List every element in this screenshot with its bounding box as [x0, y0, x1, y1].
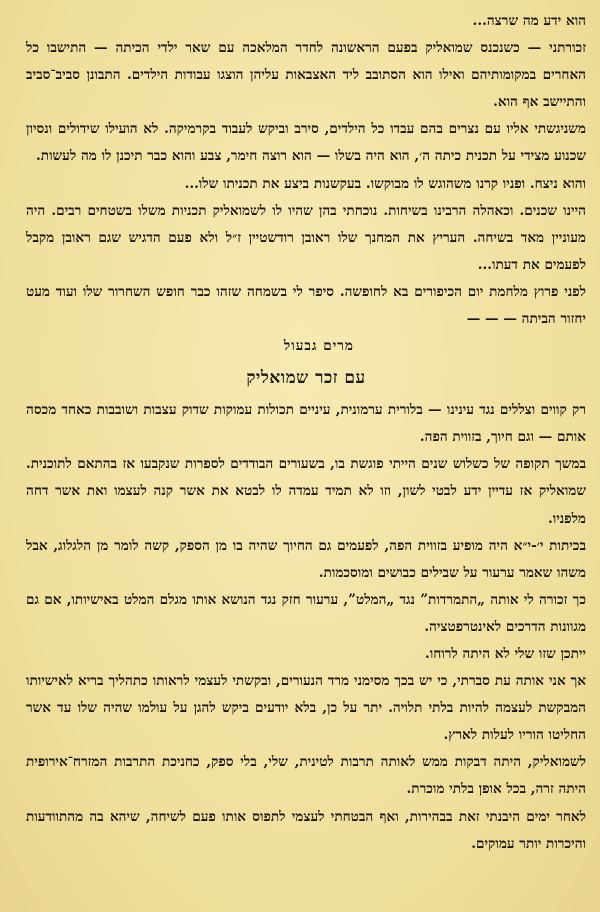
paragraph: זכורתני — כשנכנס שמואליק בפעם הראשונה לחדר המלאכה עם שאר ילדי הכיתה — התישבו כל האחרים במקומותיהם ואילו הוא הסתובב ליד האצבאות עליהן הוצגו עבודות הילדים. התבונן סביב־סביב והתיישב אף הוא.: [26, 40, 586, 111]
article-title: עם זכר שמואליק: [246, 368, 366, 389]
paragraph: רק קווים וצללים נגד עינינו — בלורית ערמונית, עיניים תכולות עמוקות שדוק עצבות ושובבות כאחד מכסה אותם — וגם חיוך, בזווית הפה.: [26, 402, 586, 446]
paragraph: כך זכורה לי אותה „התמרדות” נגד „המלט”, ערעור חזק נגד הנושא אותו מגלם המלט באישיותו, אם גם מגוונות הדרכים לאינטרפטציה.: [26, 591, 586, 635]
paragraph: לפני פרוץ מלחמת יום הכיפורים בא לחופשה. סיפר לי בשמחה שזהו כבר חופש השחרור שלו ועוד מעט יחזור הביתה — — —: [26, 283, 586, 328]
paragraph: לאחר ימים היבנתי זאת בבהירות, ואף הבטחתי לעצמי לתפוס אותו פעם לשיחה, שיהא בה מהתוודעות והיכרות יותר עמוקים.: [26, 808, 586, 852]
paragraph: בכיתות י׳-י״א היה מופיע בזווית הפה, לפעמים גם החיוך שהיה בו מן הספק, קשה לומר מן הלגלוג, אבל משהו שאמר ערעור על שבילים כבושים ומוסכמות.: [26, 537, 586, 581]
first-article: [26, 8, 586, 359]
paragraph: אך אני אותה עת סברתי, כי יש בכך מסימני מרד הנעורים, ובקשתי לעצמי לראותו כתהליך בריא לאישיותו המבקשת לעצמה להיות בלתי תלויה. יתר על כן, בלא יודעים ביקש להגן על עולמו שהיה שלו עד אשר החליטו הוריו לעלות לארץ.: [26, 673, 586, 744]
paragraph: משניגשתי אליו עם נצרים בהם עבדו כל הילדים, סירב וביקש לעבוד בקרמיקה. לא הועילו שידולים ונסיון שכנוע מצידי על תכנית כיתה ה׳, הוא היה בשלו — הוא רוצה חימר, צבע והוא כבר תיכנן לו מה לעשות.: [26, 121, 586, 165]
paragraph: הוא ידע מה שרצה...: [472, 13, 586, 29]
paragraph: והוא ניצח. ופניו קרנו משהוגש לו מבוקשו. בעקשנות ביצע את תכניתו שלו...: [184, 175, 586, 192]
paragraph: ייתכן שזו שלי לא היתה לרוחו.: [425, 645, 586, 662]
paragraph: לשמואליק, היתה דבקות ממש לאותה תרבות לטינית, שלי, בלי ספק, כחניכת התרבות המזרח־אירופית היתה זרה, בכל אופן בלתי מוכרת.: [26, 754, 586, 798]
second-article: [26, 361, 586, 858]
document-page: [26, 8, 586, 858]
paragraph: במשך תקופה של כשלוש שנים הייתי פוגשת בו, בשעורים הבודדים לספרות שנקבעו אז בהתאם לתוכנית. שמואליק אז עדיין ידע לבטי לשון, וזו לא תמיד עמדה לו לבטא את אשר קנה לעצמו ואת אשר דחה מלפניו.: [26, 456, 586, 527]
paragraph: היינו שכנים. וכאהלה הרבינו בשיחות. נוכחתי בהן שהיו לו לשמואליק תכניות משלו בשטחים רבים. היה מעוניין מאד בשיחה. העריץ את המחנך שלו ראובן רודשטיין ז״ל ולא פעם הדגיש שגם ראובן מקבל לפעמים את דעתו...: [26, 202, 586, 273]
author-signature: מרים גבעול: [283, 338, 354, 355]
